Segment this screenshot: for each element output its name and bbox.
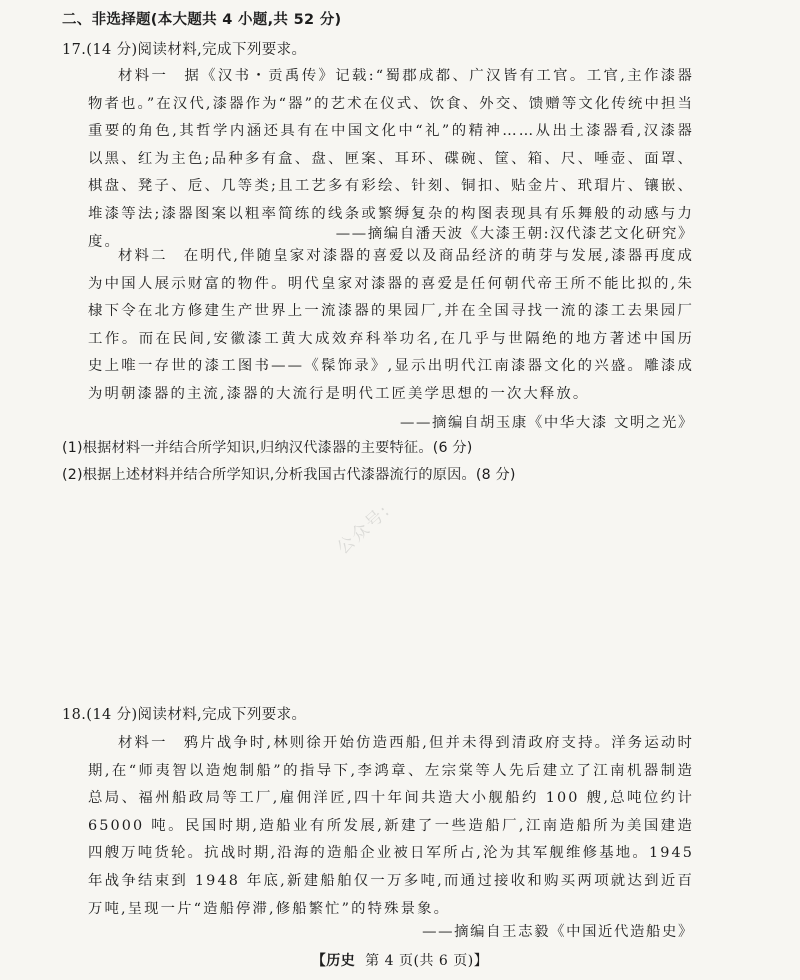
q17-material-2 xyxy=(88,243,694,409)
q17-material-1-source: ——摘编自潘天波《大漆王朝:汉代漆艺文化研究》 xyxy=(335,226,694,242)
q18-material-1-text: 鸦片战争时,林则徐开始仿造西船,但并未得到清政府支持。洋务运动时期,在“师夷智以造炮制船”的指导下,李鸿章、左宗棠等人先后建立了江南机器制造总局、福州船政局等工厂,雇佣洋匠,四十年间共造大小舰船约 100 艘,总吨位约计 65000 吨。民国时期,造船业有所发展,新建了一些造船厂,江南造船所为美国建造四艘万吨货轮。抗战时期,沿海的造船企业被日军所占,沦为其军舰维修基地。1945 年战争结束到 1948 年底,新建船舶仅一万多吨,而通过接收和购买两项就达到近百万吨,呈现一片“造船停滞,修船繁忙”的特殊景象。 xyxy=(88,735,694,917)
q17-material-1-text: 据《汉书・贡禹传》记载:“蜀郡成都、广汉皆有工官。工官,主作漆器物者也。”在汉代,漆器作为“器”的艺术在仪式、饮食、外交、馈赠等文化传统中担当重要的角色,其哲学内涵还具有在中国文化中“礼”的精神……从出土漆器看,汉漆器以黑、红为主色;品种多有盒、盘、匣案、耳环、碟碗、筐、箱、尺、唾壶、面罩、棋盘、凳子、卮、几等类;且工艺多有彩绘、针刻、铜扣、贴金片、玳瑁片、镶嵌、堆漆等法;漆器图案以粗率简练的线条或繁缛复杂的构图表现具有乐舞般的动感与力度。 xyxy=(88,68,694,250)
footer-subject: 【历史 xyxy=(311,953,356,969)
page-footer xyxy=(0,950,800,970)
q18-material-1-label: 材料一 xyxy=(118,735,168,751)
q17-material-2-text: 在明代,伴随皇家对漆器的喜爱以及商品经济的萌芽与发展,漆器再度成为中国人展示财富的物件。明代皇家对漆器的喜爱是任何朝代帝王所不能比拟的,朱棣下令在北方修建生产世界上一流漆器的果园厂,并在全国寻找一流的漆工去果园厂工作。而在民间,安徽漆工黄大成效弃科举功名,在几乎与世隔绝的地方著述中国历史上唯一存世的漆工图书——《髹饰录》,显示出明代江南漆器文化的兴盛。雕漆成为明朝漆器的主流,漆器的大流行是明代工匠美学思想的一次大释放。 xyxy=(88,248,694,402)
watermark: 公众号: xyxy=(333,500,395,559)
q17-material-1-label: 材料一 xyxy=(118,68,169,84)
q18-material-1 xyxy=(88,730,694,923)
q17-material-2-label: 材料二 xyxy=(118,248,168,264)
question-18-header: 18.(14 分)阅读材料,完成下列要求。 xyxy=(62,707,307,723)
section-title: 二、非选择题(本大题共 4 小题,共 52 分) xyxy=(62,12,342,28)
q17-material-2-source: ——摘编自胡玉康《中华大漆 文明之光》 xyxy=(399,415,694,431)
q18-material-1-source: ——摘编自王志毅《中国近代造船史》 xyxy=(422,924,694,940)
footer-page-number: 第 4 页(共 6 页)】 xyxy=(365,953,489,969)
q17-subquestion-2: (2)根据上述材料并结合所学知识,分析我国古代漆器流行的原因。(8 分) xyxy=(62,467,516,483)
q17-subquestion-1: (1)根据材料一并结合所学知识,归纳汉代漆器的主要特征。(6 分) xyxy=(62,440,473,456)
question-17-header: 17.(14 分)阅读材料,完成下列要求。 xyxy=(62,42,307,58)
